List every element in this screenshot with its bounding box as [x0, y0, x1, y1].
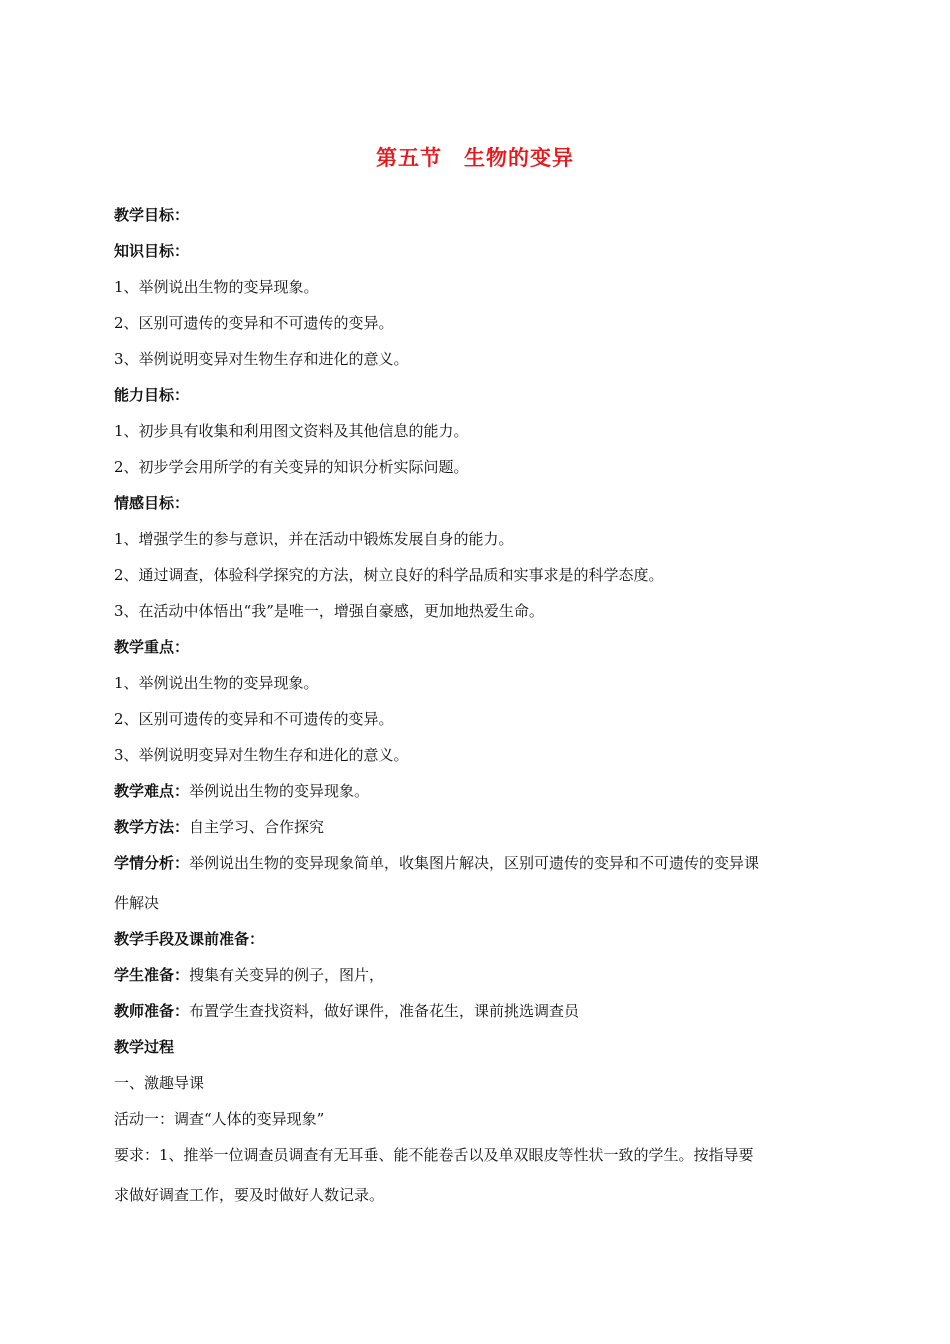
- paragraph-line: 3、举例说明变异对生物生存和进化的意义。: [114, 350, 409, 368]
- method-line: [114, 816, 844, 838]
- heading-preparation: 教学手段及课前准备：: [114, 930, 265, 948]
- analysis-line: [114, 852, 844, 874]
- heading-key-points: 教学重点：: [114, 638, 190, 656]
- paragraph-line: 1、初步具有收集和利用图文资料及其他信息的能力。: [114, 422, 469, 440]
- paragraph-line: 件解决: [114, 894, 160, 912]
- difficulty-line: [114, 780, 844, 802]
- title-section-number: 第五节: [376, 146, 442, 170]
- analysis-label: 学情分析：: [114, 854, 190, 872]
- heading-teaching-goals: 教学目标：: [114, 206, 190, 224]
- heading-emotion-goals: 情感目标：: [114, 494, 190, 512]
- paragraph-line: 3、在活动中体悟出“我”是唯一，增强自豪感，更加地热爱生命。: [114, 602, 544, 620]
- heading-teaching-process: 教学过程: [114, 1038, 175, 1056]
- paragraph-line: 2、区别可遗传的变异和不可遗传的变异。: [114, 314, 394, 332]
- paragraph-line: 3、举例说明变异对生物生存和进化的意义。: [114, 746, 409, 764]
- teacher-prep-line: [114, 1000, 844, 1022]
- paragraph-line: 要求：1、推举一位调查员调查有无耳垂、能不能卷舌以及单双眼皮等性状一致的学生。按指导要: [114, 1146, 754, 1164]
- paragraph-line: 1、举例说出生物的变异现象。: [114, 674, 319, 692]
- teacher-prep-label: 教师准备：: [114, 1002, 190, 1020]
- paragraph-line: 1、举例说出生物的变异现象。: [114, 278, 319, 296]
- paragraph-line: 求做好调查工作，要及时做好人数记录。: [114, 1186, 385, 1204]
- paragraph-line: 2、区别可遗传的变异和不可遗传的变异。: [114, 710, 394, 728]
- analysis-text: 举例说出生物的变异现象简单，收集图片解决，区别可遗传的变异和不可遗传的变异课: [189, 854, 760, 872]
- difficulty-text: 举例说出生物的变异现象。: [189, 782, 370, 800]
- difficulty-label: 教学难点：: [114, 782, 190, 800]
- paragraph-line: 2、通过调查，体验科学探究的方法，树立良好的科学品质和实事求是的科学态度。: [114, 566, 664, 584]
- method-text: 自主学习、合作探究: [189, 818, 325, 836]
- student-prep-line: [114, 964, 844, 986]
- paragraph-line: 一、激趣导课: [114, 1074, 205, 1092]
- method-label: 教学方法：: [114, 818, 190, 836]
- title-topic: 生物的变异: [464, 146, 574, 170]
- heading-ability-goals: 能力目标：: [114, 386, 190, 404]
- paragraph-line: 1、增强学生的参与意识，并在活动中锻炼发展自身的能力。: [114, 530, 514, 548]
- heading-knowledge-goals: 知识目标：: [114, 242, 190, 260]
- paragraph-line: 2、初步学会用所学的有关变异的知识分析实际问题。: [114, 458, 469, 476]
- document-title: [0, 142, 950, 172]
- student-prep-label: 学生准备：: [114, 966, 190, 984]
- student-prep-text: 搜集有关变异的例子，图片，: [189, 966, 385, 984]
- paragraph-line: 活动一：调查“人体的变异现象”: [114, 1110, 325, 1128]
- teacher-prep-text: 布置学生查找资料，做好课件，准备花生，课前挑选调查员: [189, 1002, 580, 1020]
